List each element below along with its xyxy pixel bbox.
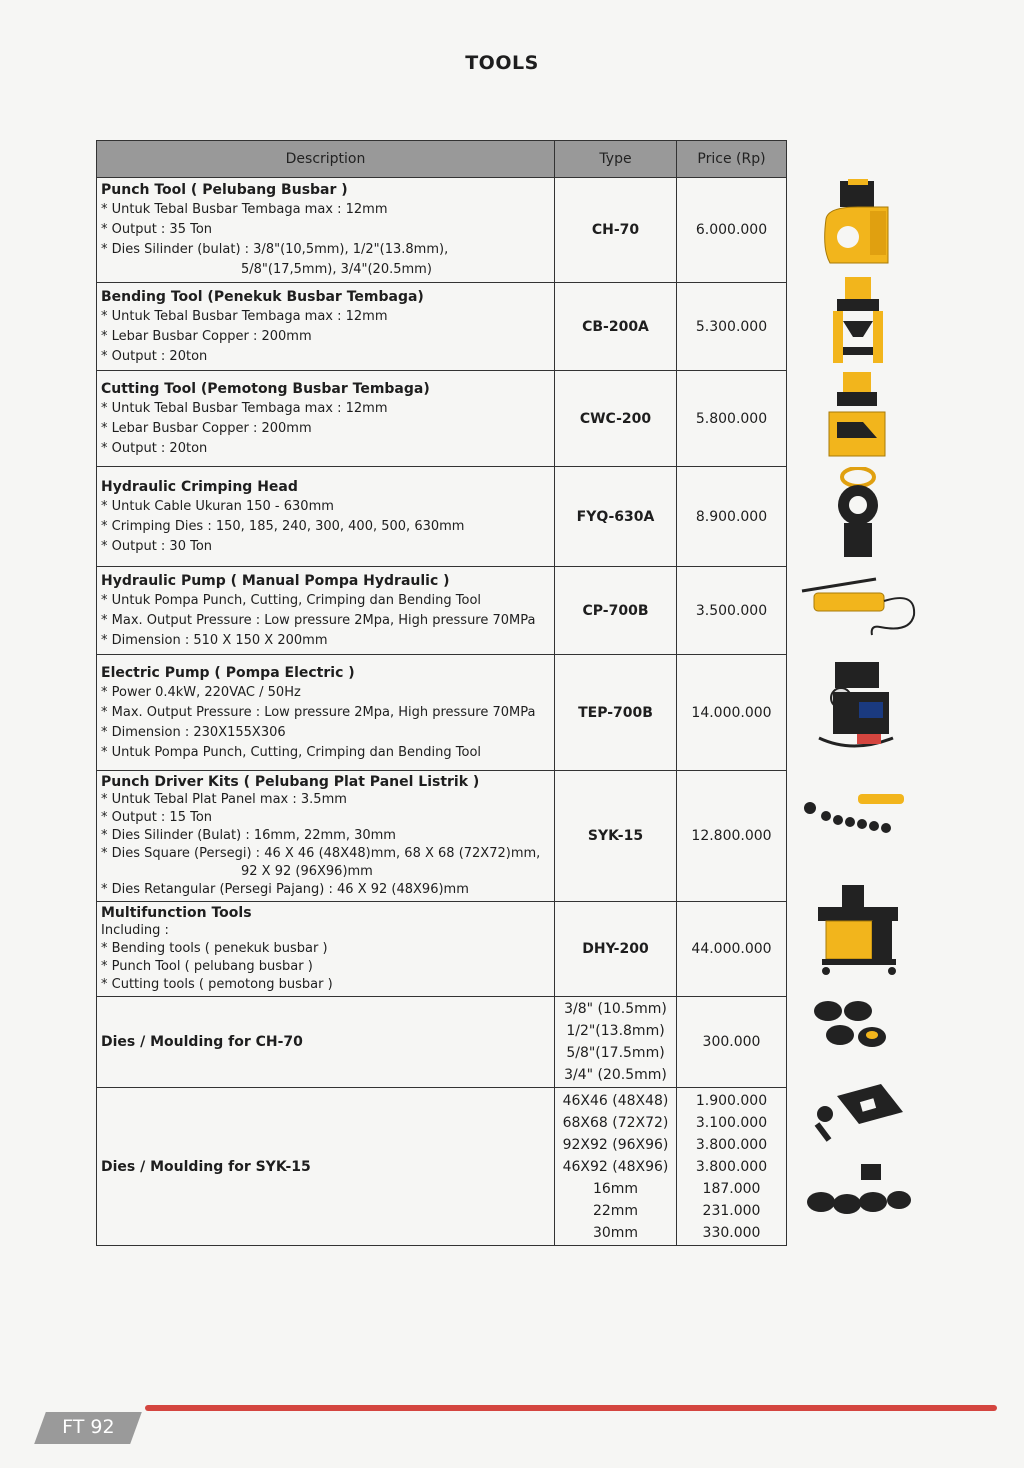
dies-round-icon xyxy=(796,1160,920,1224)
item-spec: * Dimension : 510 X 150 X 200mm xyxy=(101,632,328,648)
table-row xyxy=(97,178,787,283)
footer-divider xyxy=(145,1405,997,1411)
table-row xyxy=(97,771,787,902)
item-price: 8.900.000 xyxy=(677,467,787,567)
item-name: Hydraulic Crimping Head xyxy=(101,478,298,495)
dies-price: 1.900.000 xyxy=(695,1092,768,1109)
item-price: 12.800.000 xyxy=(677,771,787,902)
item-name: Punch Tool ( Pelubang Busbar ) xyxy=(101,182,348,198)
dies-price: 3.100.000 xyxy=(695,1114,768,1131)
page-number-badge xyxy=(34,1412,142,1444)
item-type: FYQ-630A xyxy=(555,467,677,567)
item-description xyxy=(97,655,555,771)
item-type: CP-700B xyxy=(555,567,677,655)
dies-size: 46X92 (48X96) xyxy=(562,1158,669,1175)
crimping-head-icon xyxy=(796,466,920,560)
item-description xyxy=(97,902,555,997)
item-type: TEP-700B xyxy=(555,655,677,771)
item-spec: * Output : 35 Ton xyxy=(101,222,213,237)
item-type: CWC-200 xyxy=(555,371,677,467)
dies-size: 3/8" (10.5mm) xyxy=(564,1001,667,1017)
item-spec: * Dimension : 230X155X306 xyxy=(101,724,286,740)
item-spec: * Bending tools ( penekuk busbar ) xyxy=(101,941,328,956)
page-number: FT 92 xyxy=(62,1416,115,1438)
item-name: Electric Pump ( Pompa Electric ) xyxy=(101,664,355,681)
dies-ch70-icon xyxy=(796,990,920,1060)
item-spec: * Dies Silinder (bulat) : 3/8"(10,5mm), 1/2"(13.8mm), xyxy=(101,242,449,257)
item-price: 5.300.000 xyxy=(677,283,787,371)
item-spec: * Untuk Tebal Busbar Tembaga max : 12mm xyxy=(101,308,388,324)
dies-size: 92X92 (96X96) xyxy=(562,1136,669,1153)
item-spec: 5/8"(17,5mm), 3/4"(20.5mm) xyxy=(241,262,432,277)
item-description xyxy=(97,178,555,283)
item-spec: * Untuk Tebal Busbar Tembaga max : 12mm xyxy=(101,400,388,416)
table-row xyxy=(97,371,787,467)
item-spec: * Untuk Tebal Plat Panel max : 3.5mm xyxy=(101,792,347,807)
dies-price: 231.000 xyxy=(702,1202,761,1219)
item-name: Cutting Tool (Pemotong Busbar Tembaga) xyxy=(101,380,430,397)
dies-ch70-price: 300.000 xyxy=(677,997,787,1088)
hydraulic-pump-icon xyxy=(796,566,920,646)
dies-size: 30mm xyxy=(592,1224,639,1241)
dies-ch70-name: Dies / Moulding for CH-70 xyxy=(97,997,555,1088)
dies-size: 46X46 (48X48) xyxy=(562,1092,669,1109)
item-description xyxy=(97,371,555,467)
item-price: 6.000.000 xyxy=(677,178,787,283)
item-spec: * Output : 30 Ton xyxy=(101,538,213,554)
item-description xyxy=(97,771,555,902)
price-table xyxy=(96,140,787,1246)
dies-price: 3.800.000 xyxy=(695,1158,768,1175)
item-description xyxy=(97,283,555,371)
item-type: SYK-15 xyxy=(555,771,677,902)
item-spec: * Lebar Busbar Copper : 200mm xyxy=(101,420,312,436)
item-spec: * Output : 15 Ton xyxy=(101,810,213,825)
item-price: 5.800.000 xyxy=(677,371,787,467)
item-name: Hydraulic Pump ( Manual Pompa Hydraulic ) xyxy=(101,572,450,589)
table-row-dies-syk15 xyxy=(97,1088,787,1246)
dies-price: 187.000 xyxy=(702,1180,761,1197)
table-row xyxy=(97,902,787,997)
dies-size: 1/2"(13.8mm) xyxy=(566,1023,665,1039)
dies-syk15-prices xyxy=(677,1088,787,1246)
cutting-tool-icon xyxy=(796,370,920,462)
table-row xyxy=(97,655,787,771)
dies-syk15-name: Dies / Moulding for SYK-15 xyxy=(97,1088,555,1246)
bending-tool-icon xyxy=(796,276,920,366)
item-name: Punch Driver Kits ( Pelubang Plat Panel Listrik ) xyxy=(101,774,480,790)
dies-price: 3.800.000 xyxy=(695,1136,768,1153)
item-price: 14.000.000 xyxy=(677,655,787,771)
item-type: CH-70 xyxy=(555,178,677,283)
dies-size: 68X68 (72X72) xyxy=(562,1114,669,1131)
table-header-row xyxy=(97,141,787,178)
punch-tool-icon xyxy=(796,176,920,272)
dies-size: 5/8"(17.5mm) xyxy=(566,1045,665,1061)
item-spec: 92 X 92 (96X96)mm xyxy=(241,864,373,879)
punch-driver-kit-icon xyxy=(796,786,920,842)
item-price: 3.500.000 xyxy=(677,567,787,655)
item-spec: * Dies Retangular (Persegi Pajang) : 46 X 92 (48X96)mm xyxy=(101,882,469,897)
multifunction-tool-icon xyxy=(796,882,920,978)
item-name: Bending Tool (Penekuk Busbar Tembaga) xyxy=(101,288,424,305)
item-spec: * Untuk Tebal Busbar Tembaga max : 12mm xyxy=(101,202,388,217)
dies-size: 22mm xyxy=(592,1202,639,1219)
item-spec: * Output : 20ton xyxy=(101,440,208,456)
item-type: DHY-200 xyxy=(555,902,677,997)
item-spec: Including : xyxy=(101,923,169,938)
item-spec: * Power 0.4kW, 220VAC / 50Hz xyxy=(101,684,301,700)
item-spec: * Untuk Cable Ukuran 150 - 630mm xyxy=(101,498,334,514)
dies-ch70-sizes xyxy=(555,997,677,1088)
item-spec: * Untuk Pompa Punch, Cutting, Crimping dan Bending Tool xyxy=(101,744,482,760)
table-row-dies-ch70 xyxy=(97,997,787,1088)
item-spec: * Max. Output Pressure : Low pressure 2Mpa, High pressure 70MPa xyxy=(101,704,536,720)
header-price: Price (Rp) xyxy=(677,141,787,178)
electric-pump-icon xyxy=(796,656,920,760)
header-type: Type xyxy=(555,141,677,178)
item-spec: * Punch Tool ( pelubang busbar ) xyxy=(101,959,313,974)
table-row xyxy=(97,283,787,371)
header-description: Description xyxy=(97,141,555,178)
page-title: TOOLS xyxy=(465,52,539,74)
item-description xyxy=(97,567,555,655)
item-spec: * Crimping Dies : 150, 185, 240, 300, 400, 500, 630mm xyxy=(101,518,465,534)
item-spec: * Dies Square (Persegi) : 46 X 46 (48X48)mm, 68 X 68 (72X72)mm, xyxy=(101,846,541,861)
table-row xyxy=(97,567,787,655)
item-spec: * Untuk Pompa Punch, Cutting, Crimping dan Bending Tool xyxy=(101,592,482,608)
table-row xyxy=(97,467,787,567)
item-spec: * Lebar Busbar Copper : 200mm xyxy=(101,328,312,344)
dies-price: 330.000 xyxy=(702,1224,761,1241)
item-spec: * Max. Output Pressure : Low pressure 2Mpa, High pressure 70MPa xyxy=(101,612,536,628)
item-price: 44.000.000 xyxy=(677,902,787,997)
dies-size: 3/4" (20.5mm) xyxy=(564,1067,667,1083)
dies-syk15-sizes xyxy=(555,1088,677,1246)
item-type: CB-200A xyxy=(555,283,677,371)
item-name: Multifunction Tools xyxy=(101,905,252,921)
item-description xyxy=(97,467,555,567)
item-spec: * Output : 20ton xyxy=(101,348,208,364)
item-spec: * Cutting tools ( pemotong busbar ) xyxy=(101,977,333,992)
item-spec: * Dies Silinder (Bulat) : 16mm, 22mm, 30mm xyxy=(101,828,396,843)
dies-square-icon xyxy=(796,1080,920,1146)
dies-size: 16mm xyxy=(592,1180,639,1197)
